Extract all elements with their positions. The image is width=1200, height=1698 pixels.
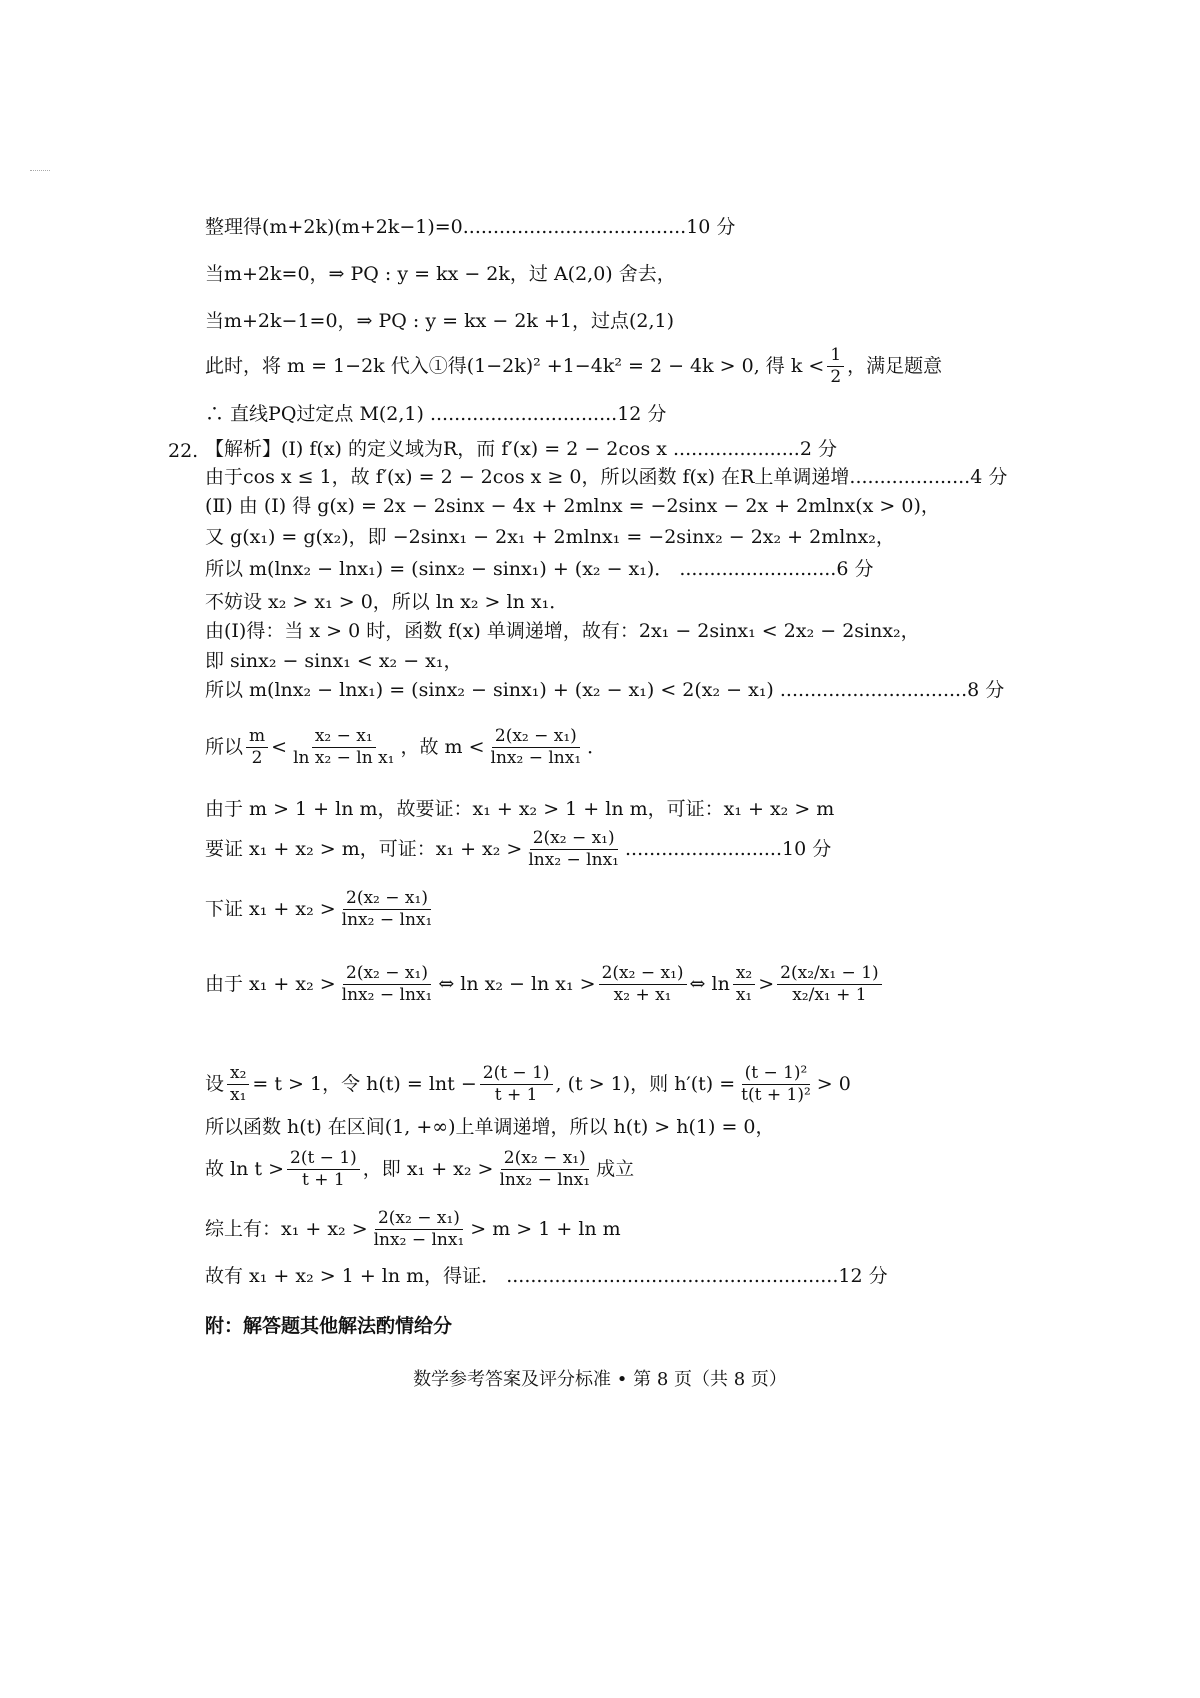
fraction: [733, 965, 755, 1004]
line-text: 下证 x₁ + x₂ >: [205, 898, 336, 920]
fraction: [738, 1065, 814, 1104]
fraction: [290, 728, 397, 767]
fraction: [777, 965, 881, 1004]
line-text: 要证 x₁ + x₂ > m，可证：x₁ + x₂ >: [205, 838, 523, 860]
score-mark: 2 分: [799, 438, 837, 460]
fraction: [496, 1150, 593, 1189]
line-text: 由于 m > 1 + ln m，故要证：x₁ + x₂ > 1 + ln m，可证：x₁ + x₂ > m: [205, 798, 835, 820]
line-ratio: [205, 728, 606, 767]
line-text: 故 ln t >: [205, 1158, 284, 1180]
line-text: 此时，将 m = 1−2k 代入①得(1−2k)² +1−4k² = 2 − 4k > 0, 得 k <: [205, 355, 825, 377]
line-text: 即 sinx₂ − sinx₁ < x₂ − x₁，: [205, 650, 463, 672]
grading-note: 附：解答题其他解法酌情给分: [205, 1315, 453, 1337]
score-mark: 12 分: [617, 403, 667, 425]
line-monotonic: [205, 468, 1007, 487]
fraction-numerator: 1: [827, 347, 844, 367]
line-text: 由(Ⅰ)得：当 x > 0 时，函数 f(x) 单调递增，故有：2x₁ − 2sinx₁ < 2x₂ − 2sinx₂，: [205, 620, 920, 642]
fraction: [599, 965, 687, 1004]
fraction: [339, 965, 436, 1004]
line-conclusion: [205, 1267, 888, 1286]
scan-specks: [30, 170, 50, 175]
line-part2: [205, 497, 940, 516]
line-text: >: [758, 973, 775, 995]
line-h-increasing: [205, 1118, 775, 1137]
line-factor: [205, 218, 735, 237]
fraction: [480, 1065, 553, 1104]
line-rearrange: [205, 560, 873, 579]
line-text: ．: [587, 736, 607, 758]
fraction: [339, 890, 436, 929]
fraction-numerator: 2(x₂ − x₁): [343, 965, 431, 985]
line-text: > 0: [816, 1073, 851, 1095]
line-text: ∴ 直线PQ过定点 M(2,1) ...............................: [205, 403, 618, 425]
fraction-denominator: lnx₂ − lnx₁: [373, 1230, 465, 1250]
fraction-numerator: x₂ − x₁: [312, 728, 376, 748]
line-since: [205, 800, 834, 819]
fraction-numerator: m: [246, 728, 268, 748]
fraction-denominator: x₂ + x₁: [613, 985, 672, 1005]
fraction-denominator: lnx₂ − lnx₁: [341, 910, 433, 930]
fraction-numerator: 2(x₂ − x₁): [530, 830, 618, 850]
line-case1: [205, 265, 676, 284]
fraction-denominator: x₁: [735, 985, 753, 1005]
line-text: = t > 1，令 h(t) = lnt −: [252, 1073, 477, 1095]
fraction: [246, 728, 268, 767]
fraction-numerator: 2(x₂ − x₁): [343, 890, 431, 910]
line-assume: [205, 593, 568, 612]
line-text: 设: [205, 1073, 225, 1095]
line-from-part1: [205, 622, 920, 641]
line-text: 所以 m(lnx₂ − lnx₁) = (sinx₂ − sinx₁) + (x₂ − x₁) < 2(x₂ − x₁) ...............................: [205, 679, 968, 701]
line-text: 所以函数 h(t) 在区间(1, +∞)上单调递增，所以 h(t) > h(1) = 0，: [205, 1116, 775, 1138]
fraction-denominator: x₂/x₁ + 1: [792, 985, 867, 1005]
line-case2: [205, 312, 674, 331]
fraction-denominator: t + 1: [302, 1170, 345, 1190]
fraction-numerator: x₂: [733, 965, 755, 985]
line-text: 所以: [205, 736, 244, 758]
fraction-denominator: lnx₂ − lnx₁: [499, 1170, 591, 1190]
score-mark: 12 分: [838, 1265, 888, 1287]
line-prove-below: [205, 890, 438, 929]
question-number: 22.: [168, 440, 199, 462]
fraction-denominator: lnx₂ − lnx₁: [528, 850, 619, 870]
fraction: [488, 728, 585, 767]
score-mark: 10 分: [782, 838, 832, 860]
line-text: 综上有：x₁ + x₂ >: [205, 1218, 368, 1240]
fraction-denominator: lnx₂ − lnx₁: [341, 985, 433, 1005]
line-bound: [205, 681, 1004, 700]
line-text: 【解析】(Ⅰ) f(x) 的定义域为R，而 f′(x) = 2 − 2cos x .....................: [205, 438, 800, 460]
line-text: 又 g(x₁) = g(x₂)，即 −2sinx₁ − 2x₁ + 2mlnx₁ = −2sinx₂ − 2x₂ + 2mlnx₂，: [205, 526, 895, 548]
fraction-numerator: 2(t − 1): [287, 1150, 360, 1170]
fraction: [227, 1065, 249, 1104]
line-substitute: [205, 347, 942, 386]
fraction: [371, 1210, 468, 1249]
fraction-denominator: x₁: [230, 1085, 247, 1105]
fraction: [827, 347, 844, 386]
line-text: , (t > 1)，则 h′(t) =: [555, 1073, 736, 1095]
fraction-numerator: 2(x₂ − x₁): [501, 1150, 589, 1170]
line-ln-t: [205, 1150, 634, 1189]
fraction: [287, 1150, 360, 1189]
score-mark: 8 分: [967, 679, 1005, 701]
line-to-prove: [205, 830, 831, 869]
line-equivalence: [205, 965, 885, 1004]
line-text: ..........................: [624, 838, 783, 860]
fraction-denominator: 2: [251, 748, 263, 768]
line-fixed-point: [205, 405, 666, 424]
fraction-numerator: (t − 1)²: [742, 1065, 811, 1085]
line-analysis: [205, 440, 837, 459]
fraction-numerator: 2(x₂ − x₁): [492, 728, 580, 748]
line-text: 当m+2k=0，⇒ PQ : y = kx − 2k，过 A(2,0) 舍去，: [205, 263, 676, 285]
line-text: ⇔ ln: [689, 973, 730, 995]
line-text: 不妨设 x₂ > x₁ > 0，所以 ln x₂ > ln x₁．: [205, 591, 569, 613]
fraction-denominator: 2: [830, 367, 842, 387]
line-text: ⇔ ln x₂ − ln x₁ >: [438, 973, 596, 995]
score-mark: 4 分: [970, 466, 1008, 488]
fraction-numerator: 2(x₂/x₁ − 1): [777, 965, 881, 985]
fraction-numerator: 2(x₂ − x₁): [599, 965, 687, 985]
line-text: 整理得(m+2k)(m+2k−1)=0.....................................: [205, 216, 687, 238]
line-substitution-t: [205, 1065, 851, 1104]
line-text: 成立: [596, 1158, 635, 1180]
page-footer: 数学参考答案及评分标准 • 第 8 页（共 8 页）: [413, 1369, 787, 1390]
fraction-numerator: 2(x₂ − x₁): [375, 1210, 463, 1230]
fraction-denominator: ln x₂ − ln x₁: [293, 748, 395, 768]
line-text: 由于 x₁ + x₂ >: [205, 973, 336, 995]
fraction-denominator: t + 1: [494, 1085, 538, 1105]
line-text: 当m+2k−1=0，⇒ PQ : y = kx − 2k +1，过点(2,1): [205, 310, 675, 332]
line-text: <: [271, 736, 288, 758]
line-text: 所以 m(lnx₂ − lnx₁) = (sinx₂ − sinx₁) + (x₂ − x₁)． ..........................: [205, 558, 837, 580]
score-mark: 6 分: [836, 558, 874, 580]
line-text: 故有 x₁ + x₂ > 1 + ln m，得证． .......................................................: [205, 1265, 839, 1287]
line-text: ，即 x₁ + x₂ >: [362, 1158, 494, 1180]
line-text: (Ⅱ) 由 (Ⅰ) 得 g(x) = 2x − 2sinx − 4x + 2mlnx = −2sinx − 2x + 2mlnx(x > 0)，: [205, 495, 940, 517]
line-text: ，满足题意: [847, 355, 943, 377]
line-equal: [205, 528, 895, 547]
score-mark: 10 分: [686, 216, 736, 238]
line-summary: [205, 1210, 621, 1249]
fraction-numerator: x₂: [227, 1065, 249, 1085]
fraction-denominator: t(t + 1)²: [741, 1085, 811, 1105]
line-text: ，故 m <: [400, 736, 485, 758]
line-text: > m > 1 + ln m: [470, 1218, 621, 1240]
fraction: [525, 830, 622, 869]
fraction-numerator: 2(t − 1): [480, 1065, 553, 1085]
line-sin-ineq: [205, 652, 463, 671]
fraction-denominator: lnx₂ − lnx₁: [490, 748, 582, 768]
line-text: 由于cos x ≤ 1，故 f′(x) = 2 − 2cos x ≥ 0，所以函数 f(x) 在R上单调递增....................: [205, 466, 971, 488]
